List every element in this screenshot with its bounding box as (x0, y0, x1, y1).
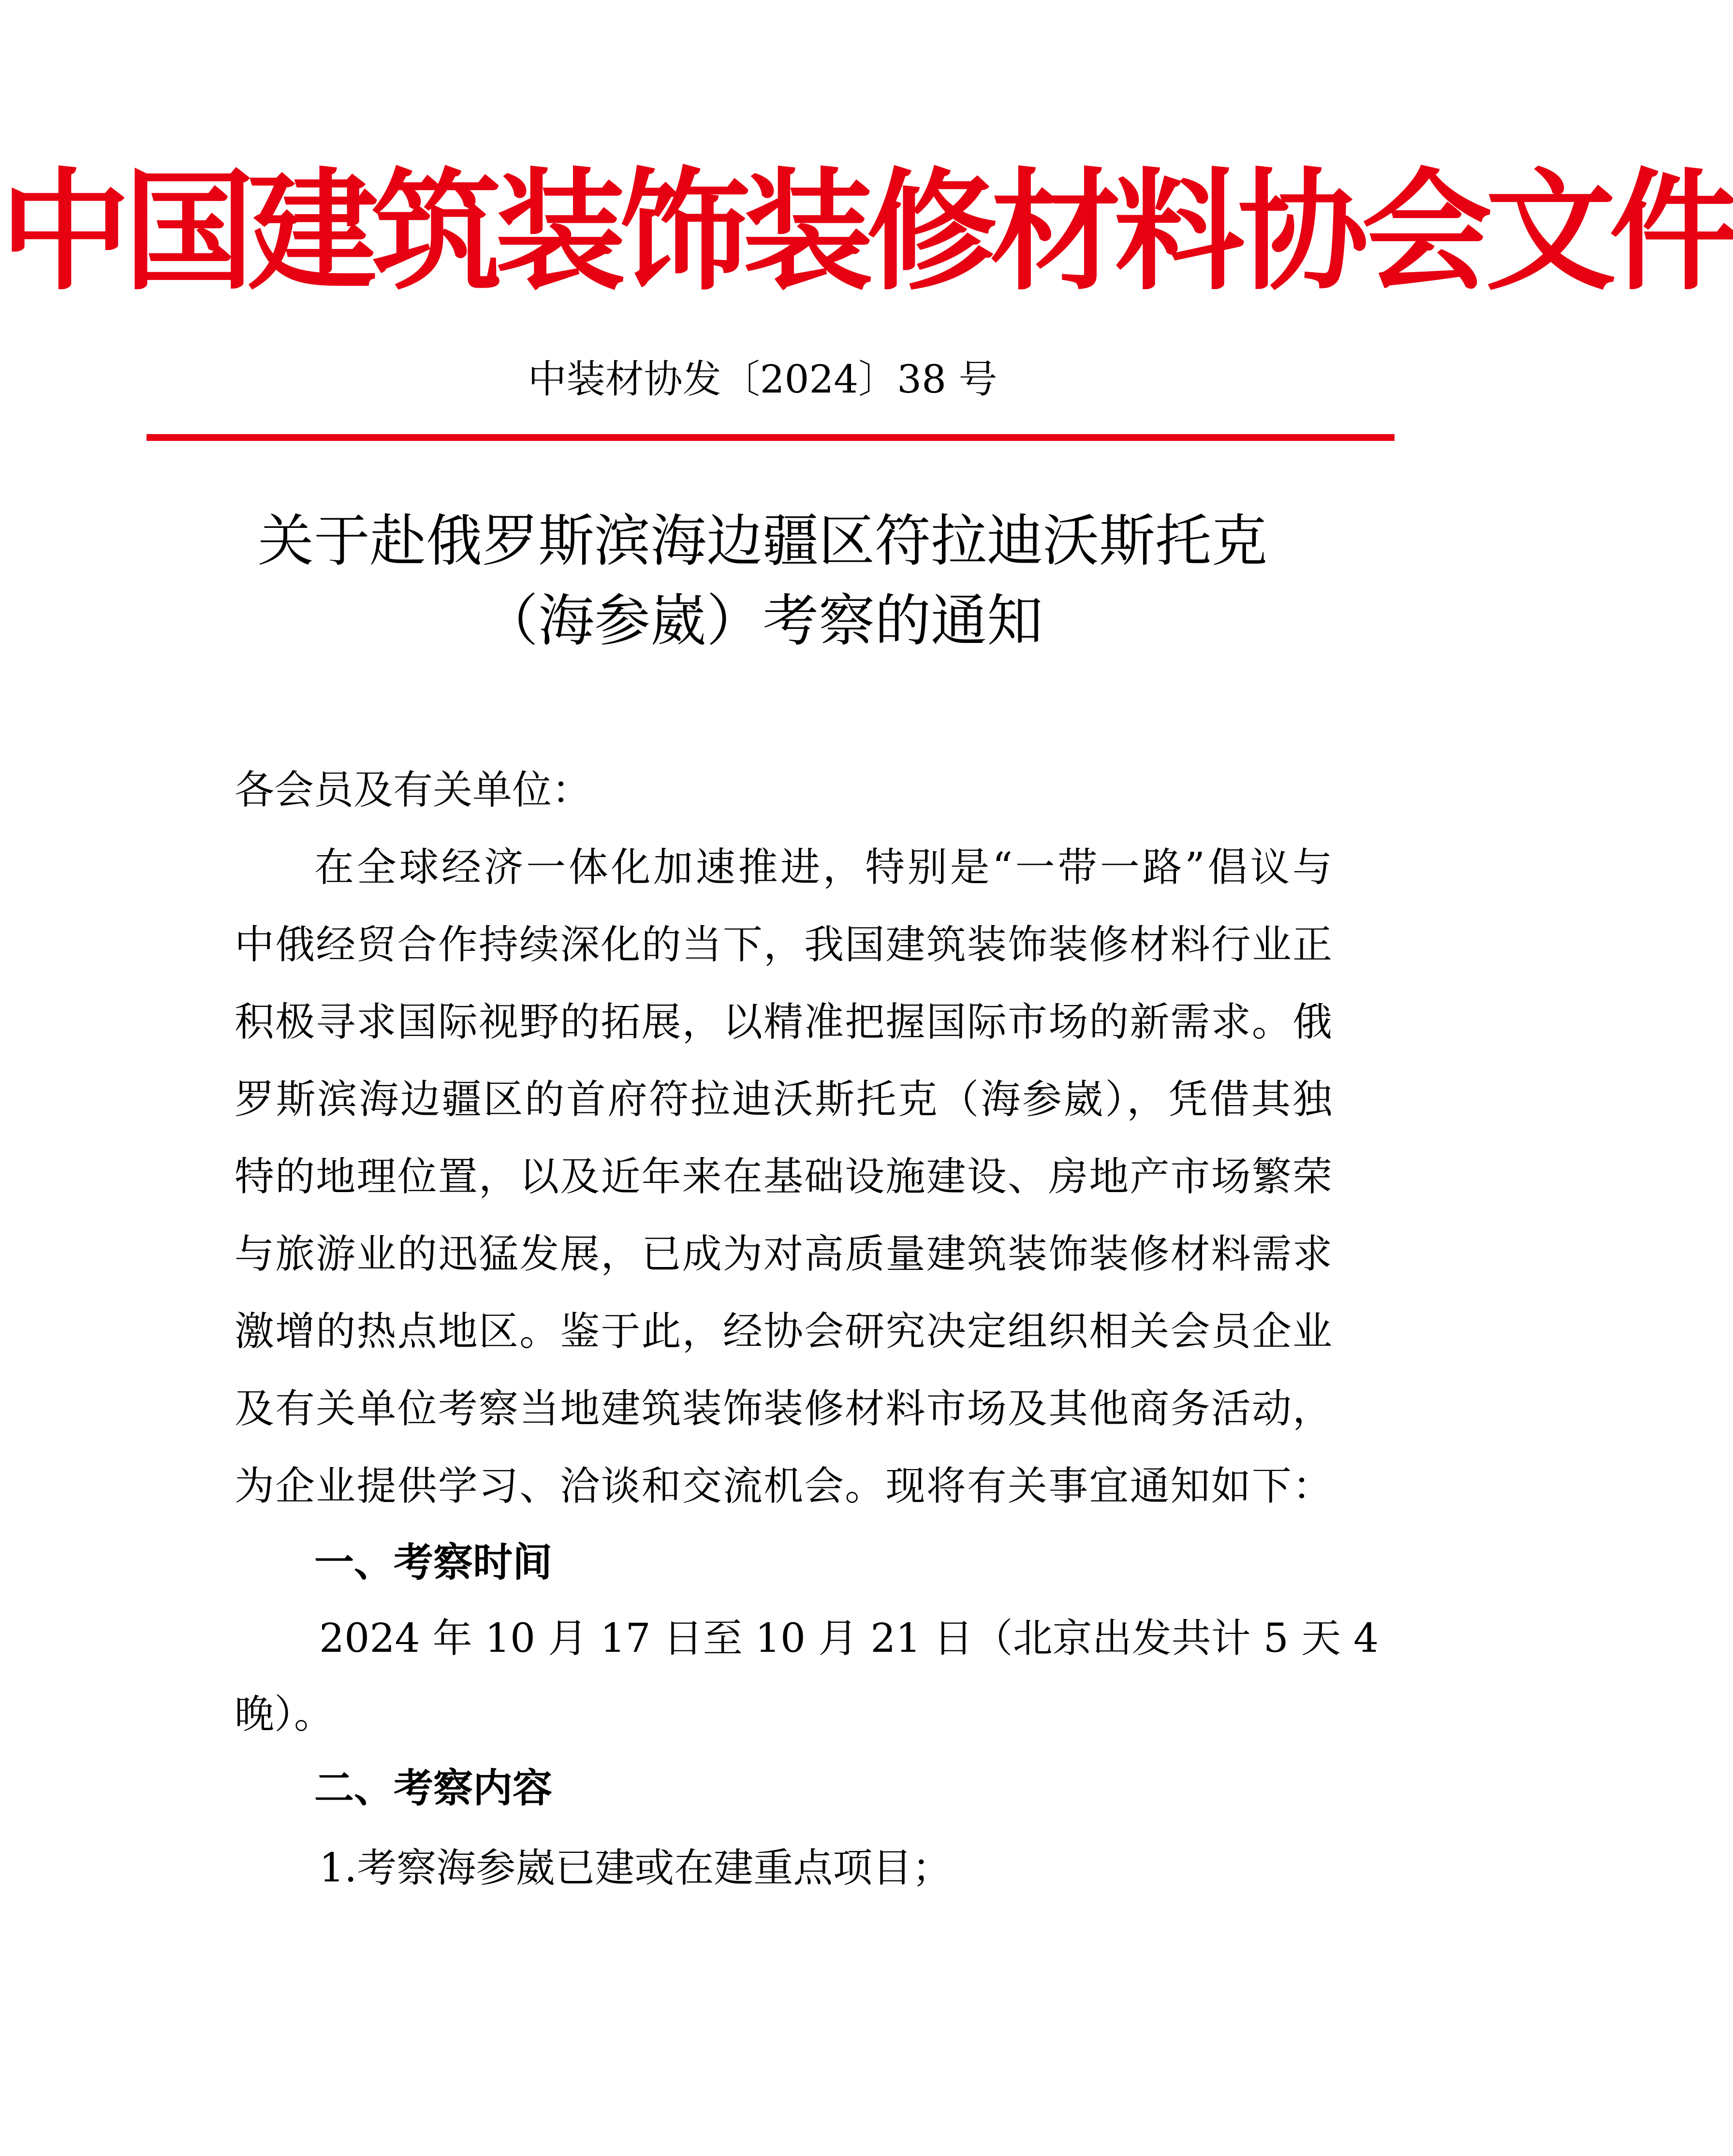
paragraph-line: 为企业提供学习、洽谈和交流机会。现将有关事宜通知如下： (235, 1463, 1332, 1509)
section-heading-content: 二、考察内容 (314, 1765, 553, 1811)
paragraph-line: 激增的热点地区。鉴于此，经协会研究决定组织相关会员企业 (235, 1309, 1332, 1355)
paragraph-line: 与旅游业的迅猛发展，已成为对高质量建筑装饰装修材料需求 (235, 1231, 1332, 1277)
paragraph-line: 特的地理位置，以及近年来在基础设施建设、房地产市场繁荣 (235, 1154, 1332, 1200)
red-divider-rule (147, 434, 1395, 441)
paragraph-line: 积极寻求国际视野的拓展，以精准把握国际市场的新需求。俄 (235, 999, 1332, 1045)
notice-title-line-1: 关于赴俄罗斯滨海边疆区符拉迪沃斯托克 (258, 509, 1267, 574)
list-item: 1.考察海参崴已建或在建重点项目； (319, 1845, 952, 1891)
paragraph-line: 及有关单位考察当地建筑装饰装修材料市场及其他商务活动， (235, 1386, 1332, 1432)
notice-title-line-2: （海参崴）考察的通知 (482, 588, 1043, 654)
masthead-title: 中国建筑装饰装修材料协会文件 (0, 156, 1733, 308)
paragraph-line: 罗斯滨海边疆区的首府符拉迪沃斯托克（海参崴），凭借其独 (235, 1077, 1332, 1122)
section-heading-schedule: 一、考察时间 (314, 1540, 553, 1586)
document-number: 中装材协发〔2024〕38 号 (528, 357, 998, 402)
paragraph-line: 中俄经贸合作持续深化的当下，我国建筑装饰装修材料行业正 (235, 922, 1332, 968)
salutation: 各会员及有关单位： (235, 767, 592, 813)
schedule-line: 晚）。 (235, 1691, 334, 1737)
paragraph-line: 在全球经济一体化加速推进，特别是“一带一路”倡议与 (314, 845, 1332, 890)
schedule-line: 2024 年 10 月 17 日至 10 月 21 日（北京出发共计 5 天 4 (319, 1616, 1379, 1661)
